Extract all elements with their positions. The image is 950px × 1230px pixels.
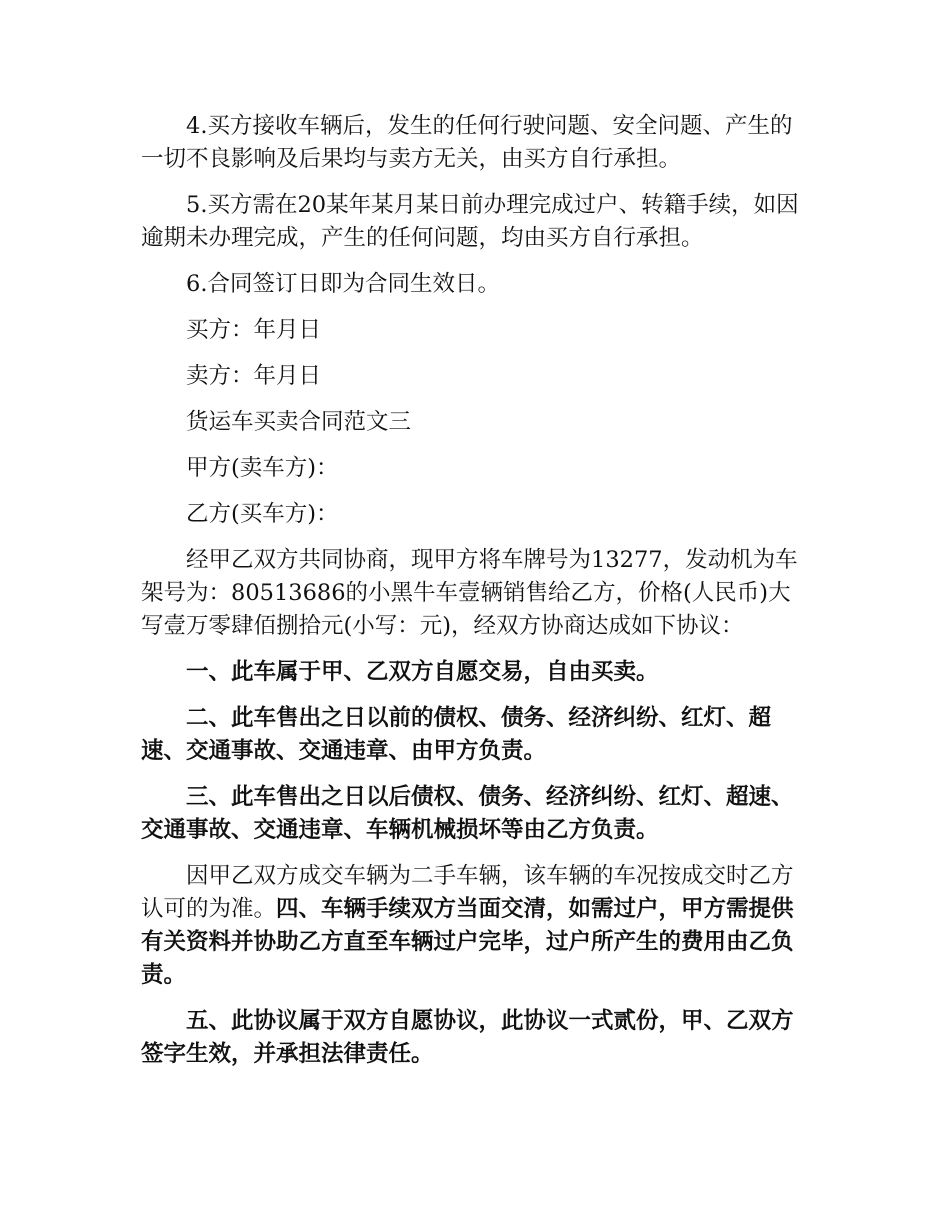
article-4-text: 四、车辆手续双方当面交清，如需过户，甲方需提供有关资料并协助乙方直至车辆过户完毕，过户所产生的费用由乙负责。 [141, 896, 794, 988]
document-body [141, 110, 811, 1084]
article-1: 一、此车属于甲、乙双方自愿交易，自由买卖。 [186, 659, 659, 685]
vehicle-condition-text: 因甲乙双方成交车辆为二手车辆，该车辆的车况按成交时乙方认可的为准。 [141, 863, 794, 922]
section-title: 货运车买卖合同范文三 [186, 409, 412, 435]
clause-4: 4.买方接收车辆后，发生的任何行驶问题、安全问题、产生的一切不良影响及后果均与卖方无关，由买方自行承担。 [141, 113, 793, 172]
seller-signature-line: 卖方：年月日 [186, 363, 322, 389]
intro-paragraph: 经甲乙双方共同协商，现甲方将车牌号为13277，发动机为车架号为：80513686的小黑牛车壹辆销售给乙方，价格(人民币)大写壹万零肆佰捌拾元(小写：元)，经双方协商达成如下协议： [141, 547, 798, 639]
article-3: 三、此车售出之日以后债权、债务、经济纠纷、红灯、超速、交通事故、交通违章、车辆机械损坏等由乙方负责。 [141, 784, 794, 843]
article-4-paragraph [141, 860, 811, 992]
clause-6: 6.合同签订日即为合同生效日。 [186, 271, 500, 297]
article-5: 五、此协议属于双方自愿协议，此协议一式贰份，甲、乙双方签字生效，并承担法律责任。 [141, 1008, 794, 1067]
party-b-line: 乙方(买车方)： [186, 501, 339, 527]
buyer-signature-line: 买方：年月日 [186, 317, 322, 343]
article-2: 二、此车售出之日以前的债权、债务、经济纠纷、红灯、超速、交通事故、交通违章、由甲方负责。 [141, 705, 772, 764]
clause-5: 5.买方需在20某年某月某日前办理完成过户、转籍手续，如因逾期未办理完成，产生的任何问题，均由买方自行承担。 [141, 192, 799, 251]
party-a-line: 甲方(卖车方)： [186, 455, 339, 481]
